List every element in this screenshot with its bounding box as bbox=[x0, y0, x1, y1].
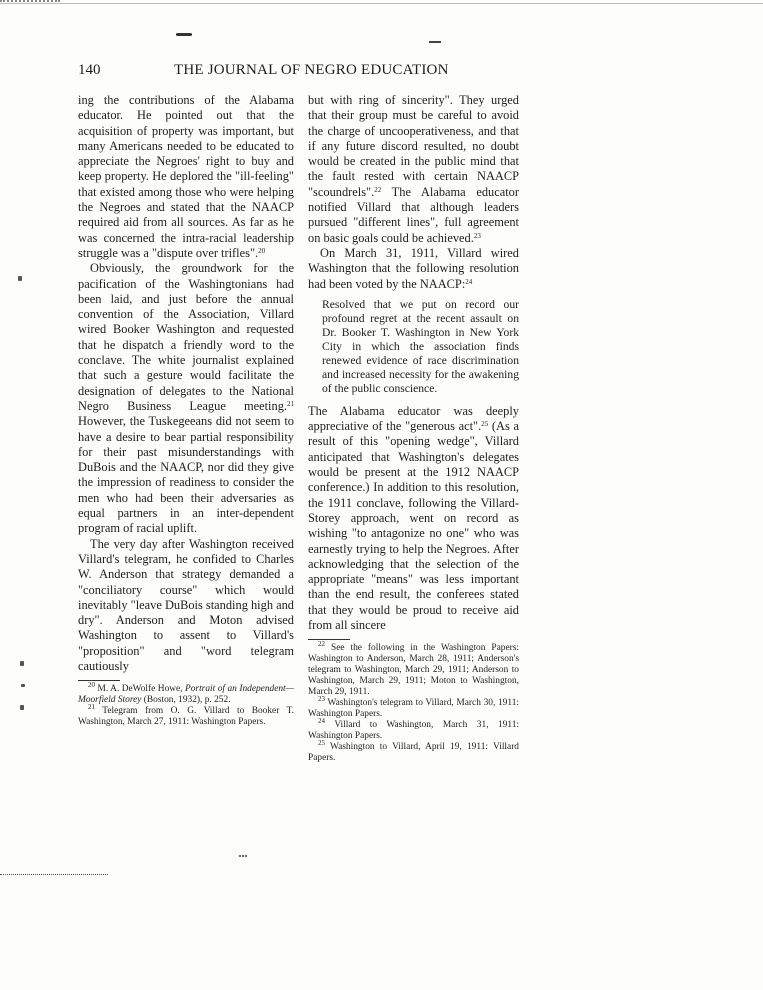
footnotes-left bbox=[78, 681, 294, 728]
footnote: $^{25}$ Washington to Villard, April 19, 1911: Villard Papers. bbox=[308, 739, 519, 764]
scan-margin-mark bbox=[20, 705, 24, 710]
paragraph: Obviously, the groundwork for the pacification of the Washingtonians had been laid, and just before the annual convention of the Association, Villard wired Booker Washington and requested that he dispatch a friendly word to the conclave. The white journalist explained that such a gesture would facilitate the designation of delegates to the National Negro Business League meeting.$^{21}$ However, the Tuskegeeans did not seem to have a desire to bear partial responsibility for their past misunderstandings with DuBois and the NAACP, nor did they give the impression of readiness to consider the men who had been their adversaries as equal partners in an inter-dependent program of racial uplift. bbox=[78, 261, 294, 536]
scan-smudge-mark bbox=[429, 41, 441, 43]
footnote: $^{21}$ Telegram from O. G. Villard to Booker T. Washington, March 27, 1911: Washington Papers. bbox=[78, 703, 294, 728]
scan-margin-mark bbox=[18, 276, 22, 281]
paragraph: but with ring of sincerity". They urged that their group must be careful to avoid the charge of uncooperativeness, and that if any future discord resulted, no doubt would be created in the public mind that the fault rested with certain NAACP "scoundrels".$^{22}$ The Alabama educator notified Villard that although leaders pursued "different lines", full agreement on basic goals could be achieved.$^{23}$ bbox=[308, 93, 519, 245]
footnote: $^{23}$ Washington's telegram to Villard, March 30, 1911: Washington Papers. bbox=[308, 695, 519, 720]
paragraph: The Alabama educator was deeply appreciative of the "generous act".$^{25}$ (As a result of this "opening wedge", Villard anticipated that Washington's delegates would be present at the 1912 NAACP conference.) In addition to this resolution, the 1911 conclave, following the Villard-Storey approach, went on record as wishing "to antagonize no one" who was earnestly trying to help the Negroes. After acknowledging that the selection of the appropriate "means" was less important than the end result, the conferees stated that they would be proud to receive aid from all sincere bbox=[308, 403, 519, 633]
footnote-ref: 22 bbox=[374, 185, 382, 194]
right-column bbox=[308, 93, 519, 764]
scan-margin-mark bbox=[21, 684, 25, 687]
footnote-ref: 25 bbox=[481, 420, 489, 429]
page-number: 140 bbox=[78, 62, 101, 78]
footnotes-right bbox=[308, 640, 519, 764]
left-column bbox=[78, 93, 294, 728]
paragraph: The very day after Washington received Villard's telegram, he confided to Charles W. Anderson that strategy demanded a "conciliatory course" which would inevitably "leave DuBois standing high and dry". Anderson and Moton advised Washington to assent to Villard's "proposition" and "word telegram cautiously bbox=[78, 536, 295, 673]
scan-speck bbox=[239, 855, 247, 859]
footnote-ref: 20 bbox=[258, 246, 266, 255]
scan-top-edge bbox=[0, 3, 763, 4]
resolution-quote: Resolved that we put on record our profound regret at the recent assault on Dr. Booker T. Washington in New York City in which the association finds renewed evidence of race discrimination and increased necessity for the awakening of the public conscience. bbox=[322, 297, 519, 395]
scan-margin-mark bbox=[20, 661, 24, 666]
paragraph: ing the contributions of the Alabama educator. He pointed out that the acquisition of property was important, but many Americans needed to be educated to appreciate the Negroes' right to buy and keep property. He deplored the "ill-feeling" that existed among those who were helping the Negroes and stated that the NAACP required aid from all sources. As far as he was concerned the intra-racial leadership struggle was a "dispute over trifles".$^{20}$ bbox=[78, 93, 294, 260]
footnote-rule bbox=[308, 639, 350, 640]
page-header bbox=[78, 62, 518, 82]
footnote-ref: 21 bbox=[287, 399, 294, 408]
paragraph: On March 31, 1911, Villard wired Washington that the following resolution had been voted by the NAACP:$^{24}$ bbox=[308, 245, 519, 291]
footnote-rule bbox=[78, 680, 120, 681]
scan-bottom-mark bbox=[0, 874, 108, 875]
journal-title: THE JOURNAL OF NEGRO EDUCATION bbox=[174, 62, 449, 78]
scan-smudge-mark bbox=[176, 33, 192, 36]
footnote-ref: 24 bbox=[465, 277, 473, 286]
footnote: $^{22}$ See the following in the Washington Papers: Washington to Anderson, March 28, 1911; Anderson's telegram to Washington, March 29, 1911; Anderson to Washington, March 29, 1911; Moton to Washington, March 29, 1911. bbox=[308, 640, 519, 698]
footnote: $^{20}$ M. A. DeWolfe Howe, Portrait of an Independent—Moorfield Storey (Boston, 1932), p. 252. bbox=[78, 681, 294, 706]
footnote: $^{24}$ Villard to Washington, March 31, 1911: Washington Papers. bbox=[308, 717, 519, 742]
scan-corner-mark bbox=[0, 0, 60, 4]
footnote-ref: 23 bbox=[473, 231, 481, 240]
